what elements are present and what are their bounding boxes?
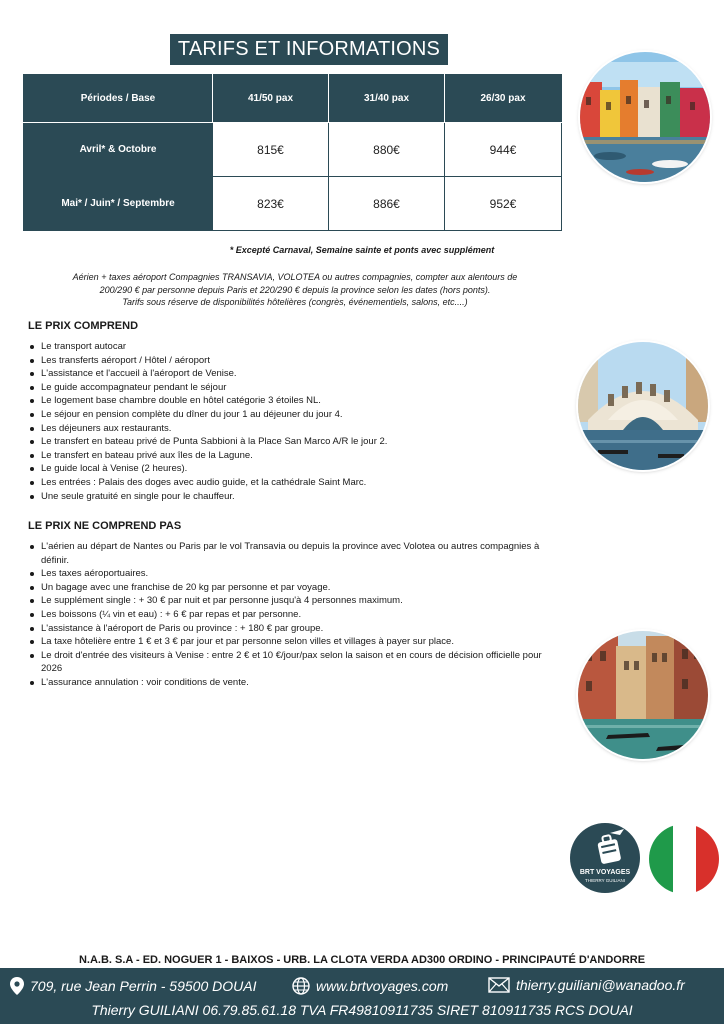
list-item: L'assurance annulation : voir conditions de vente. (28, 676, 550, 690)
footer-email[interactable] (488, 977, 685, 993)
list-item: L'assistance et l'accueil à l'aéroport de Venise. (28, 367, 548, 381)
envelope-icon (488, 977, 510, 993)
comprend-list (28, 340, 548, 503)
list-item: Le transfert en bateau privé aux îles de la Lagune. (28, 449, 548, 463)
price-cell: 944€ (445, 123, 562, 177)
ne-comprend-title: LE PRIX NE COMPREND PAS (28, 520, 182, 532)
price-cell: 952€ (445, 177, 562, 231)
period-cell: Mai* / Juin* / Septembre (24, 177, 213, 231)
list-item: Un bagage avec une franchise de 20 kg par personne et par voyage. (28, 581, 550, 595)
air-note-line: Aérien + taxes aéroport Compagnies TRANSAVIA, VOLOTEA ou autres compagnies, compter aux alentours de (72, 272, 518, 282)
list-item: L'assistance à l'aéroport de Paris ou province : + 180 € par groupe. (28, 622, 550, 636)
tarifs-table (23, 74, 562, 231)
air-note-line: 200/290 € par personne depuis Paris et 220/290 € depuis la province selon les dates (hors ponts). (99, 284, 491, 295)
list-item: Les taxes aéroportuaires. (28, 567, 550, 581)
list-item: La taxe hôtelière entre 1 € et 3 € par jour et par personne selon villes et villages à payer sur place. (28, 635, 550, 649)
address-text: 709, rue Jean Perrin - 59500 DOUAI (30, 978, 257, 994)
logo-name: BRT VOYAGES (579, 869, 631, 876)
period-cell: Avril* & Octobre (24, 123, 213, 177)
canal-photo (578, 631, 708, 759)
location-pin-icon (10, 977, 24, 995)
comprend-title: LE PRIX COMPREND (28, 320, 139, 332)
air-note-line: Tarifs sous réserve de disponibilités hôtelières (congrès, événementiels, salons, etc....) (122, 297, 468, 307)
suitcase-icon (570, 823, 640, 869)
list-item: L'aérien au départ de Nantes ou Paris par le vol Transavia ou depuis la province avec Volotea ou autres compagnies à définir. (28, 540, 550, 567)
list-item: Le guide local à Venise (2 heures). (28, 462, 548, 476)
list-item: Le séjour en pension complète du dîner du jour 1 au déjeuner du jour 4. (28, 408, 548, 422)
exception-note: * Excepté Carnaval, Semaine sainte et ponts avec supplément (229, 245, 495, 255)
website-link[interactable]: www.brtvoyages.com (316, 978, 449, 994)
air-note (25, 271, 565, 309)
footer-company-info: Thierry GUILIANI 06.79.85.61.18 TVA FR49810911735 SIRET 810911735 RCS DOUAI (91, 1002, 633, 1018)
list-item: Le transfert en bateau privé de Punta Sabbioni à la Place San Marco A/R le jour 2. (28, 435, 548, 449)
logo-subtitle: THIERRY GUILIANI (584, 878, 626, 883)
legal-address: N.A.B. S.A - ED. NOGUER 1 - BAIXOS - URB. LA CLOTA VERDA AD300 ORDINO - PRINCIPAUTÉ D'ANDORRE (78, 954, 646, 966)
header-31-40: 31/40 pax (329, 75, 445, 123)
list-item: Les entrées : Palais des doges avec audio guide, et la cathédrale Saint Marc. (28, 476, 548, 490)
header-26-30: 26/30 pax (445, 75, 562, 123)
header-41-50: 41/50 pax (213, 75, 329, 123)
list-item: Une seule gratuité en single pour le chauffeur. (28, 490, 548, 504)
table-row (24, 123, 562, 177)
list-item: Le supplément single : + 30 € par nuit et par personne jusqu'à 4 personnes maximum. (28, 594, 550, 608)
list-item: Les boissons (¼ vin et eau) : + 6 € par repas et par personne. (28, 608, 550, 622)
price-cell: 886€ (329, 177, 445, 231)
globe-icon (292, 977, 310, 995)
price-cell: 823€ (213, 177, 329, 231)
brt-voyages-logo (570, 823, 640, 893)
list-item: Le logement base chambre double en hôtel catégorie 3 étoiles NL. (28, 394, 548, 408)
page-title: TARIFS ET INFORMATIONS (170, 34, 448, 65)
footer-website[interactable] (292, 977, 448, 995)
price-cell: 880€ (329, 123, 445, 177)
italian-flag (649, 824, 719, 894)
list-item: Le guide accompagnateur pendant le séjour (28, 381, 548, 395)
list-item: Le transport autocar (28, 340, 548, 354)
ne-comprend-list (28, 540, 550, 690)
list-item: Les transferts aéroport / Hôtel / aéroport (28, 354, 548, 368)
email-link[interactable]: thierry.guiliani@wanadoo.fr (516, 977, 685, 993)
footer-address (10, 977, 256, 995)
list-item: Le droit d'entrée des visiteurs à Venise : entre 2 € et 10 €/jour/pax selon la saison et en cours de décision officielle pour 2026 (28, 649, 550, 676)
price-cell: 815€ (213, 123, 329, 177)
list-item: Les déjeuners aux restaurants. (28, 422, 548, 436)
burano-photo (580, 52, 710, 182)
header-periodes: Périodes / Base (24, 75, 213, 123)
rialto-photo (578, 342, 708, 470)
footer-bar (0, 968, 724, 1024)
table-row (24, 177, 562, 231)
